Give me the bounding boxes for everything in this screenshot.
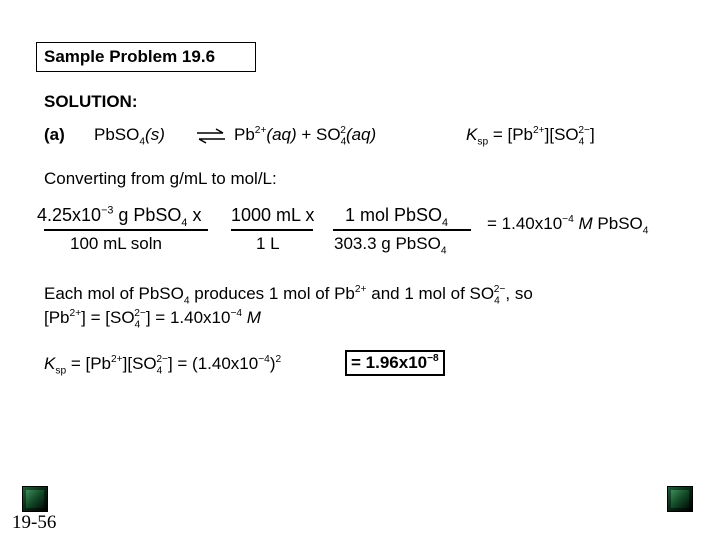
calc-denominator-2: 1 L xyxy=(256,234,280,253)
reaction-reactant: PbSO$_4$(s) xyxy=(94,125,165,148)
solution-label: SOLUTION: xyxy=(44,92,138,111)
nav-back-icon[interactable] xyxy=(22,486,48,512)
each-mol-line-2: $[Pb^{2+}] = [SO_4^{2-}] = 1.40x10^{-4}$ M xyxy=(44,307,261,331)
equilibrium-arrow-icon xyxy=(195,128,227,144)
calc-numerator-3: 1 mol PbSO$_4$ xyxy=(345,205,449,229)
reaction-products: $Pb^{2+}(aq) + SO_4^2(aq)$ xyxy=(234,124,377,148)
sample-problem-title: Sample Problem 19.6 xyxy=(36,42,256,72)
calc-result: = $1.40x10^{-4}$ M PbSO$_4$ xyxy=(487,213,649,237)
calc-denominator-1: 100 mL soln xyxy=(70,234,162,253)
fraction-bar-1 xyxy=(44,229,208,231)
each-mol-line-1: Each mol of PbSO$_4$ produces 1 mol of $Pb^{2+}$ and 1 mol of $SO_4^{2-}$, so xyxy=(44,283,533,307)
calc-numerator-1: $4.25x10^{-3}$ g PbSO$_4$ x xyxy=(37,204,202,229)
page-number: 19-56 xyxy=(12,512,57,533)
ksp-calculation: $K_{sp} = [Pb^{2+}][SO_4^{2-}] = (1.40x10^{-4})^2$ xyxy=(44,353,282,377)
converting-text: Converting from g/mL to mol/L: xyxy=(44,169,277,188)
fraction-bar-2 xyxy=(231,229,313,231)
nav-forward-icon[interactable] xyxy=(667,486,693,512)
fraction-bar-3 xyxy=(333,229,471,231)
part-a-label: (a) xyxy=(44,125,65,144)
ksp-expression: $K_{sp} = [Pb^{2+}][SO_4^{2-}]$ xyxy=(466,124,595,148)
calc-numerator-2: 1000 mL x xyxy=(231,205,315,225)
calc-denominator-3: 303.3 g PbSO$_4$ xyxy=(334,234,447,257)
ksp-answer: = $1.96x10^{-8}$ xyxy=(345,350,445,376)
